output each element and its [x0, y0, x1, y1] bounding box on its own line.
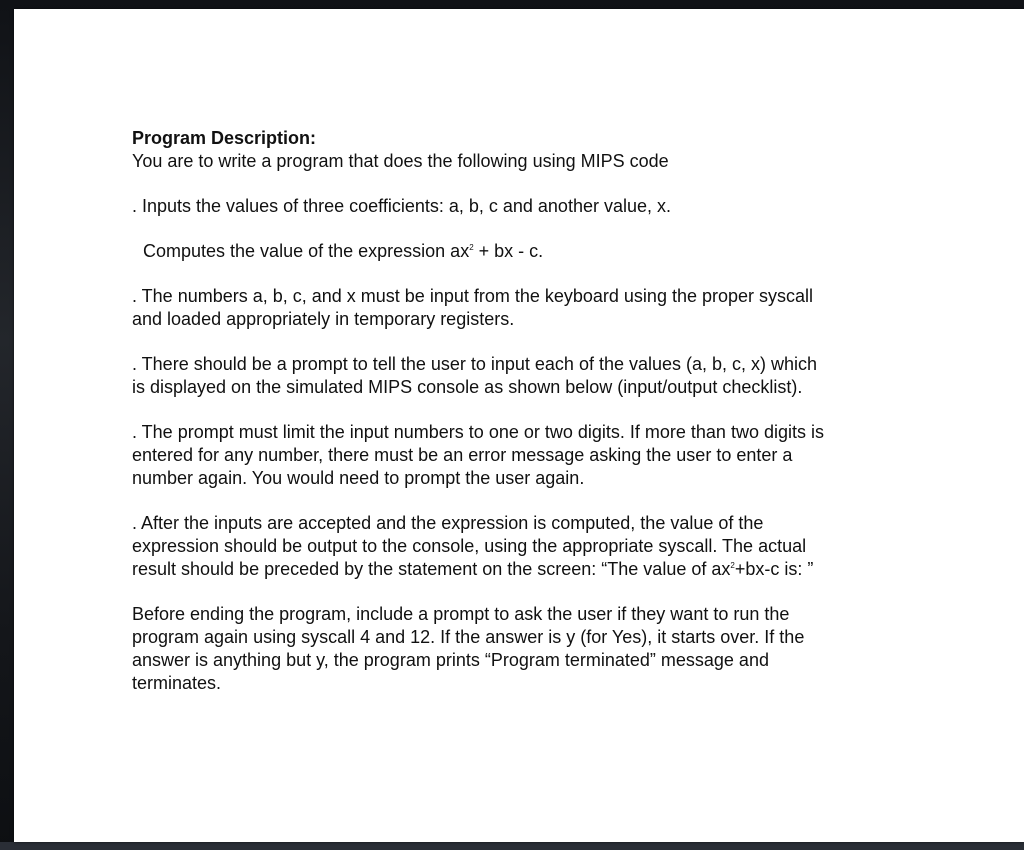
item-inputs: . Inputs the values of three coefficients: a, b, c and another value, x. [132, 196, 671, 216]
item-output-line-2: expression should be output to the console, using the appropriate syscall. The actual [132, 536, 807, 556]
item-keyboard-line-1: . The numbers a, b, c, and x must be input from the keyboard using the proper syscall [132, 286, 814, 306]
document-title: Program Description: [132, 128, 317, 148]
superscript-2: 2 [730, 561, 735, 570]
document-content [132, 127, 912, 695]
intro-text: You are to write a program that does the following using MIPS code [132, 151, 669, 171]
item-output-line-3-end: +bx-c is: ” [734, 559, 814, 579]
item-rerun-line-3: answer is anything but y, the program prints “Program terminated” message and [132, 650, 769, 670]
item-keyboard-line-2: and loaded appropriately in temporary registers. [132, 309, 515, 329]
item-compute-text-end: + bx - c. [473, 241, 544, 261]
item-output-line-3 [132, 558, 912, 581]
item-limit-line-1: . The prompt must limit the input numbers to one or two digits. If more than two digits is [132, 422, 824, 442]
item-output-line-1: . After the inputs are accepted and the expression is computed, the value of the [132, 513, 764, 533]
item-rerun-line-2: program again using syscall 4 and 12. If the answer is y (for Yes), it starts over. If the [132, 627, 805, 647]
superscript-2: 2 [469, 243, 474, 252]
item-prompt-line-2: is displayed on the simulated MIPS console as shown below (input/output checklist). [132, 377, 803, 397]
item-limit-line-2: entered for any number, there must be an error message asking the user to enter a [132, 445, 793, 465]
item-compute-text: Computes the value of the expression ax [143, 241, 470, 261]
item-rerun-line-4: terminates. [132, 673, 222, 693]
item-limit-line-3: number again. You would need to prompt the user again. [132, 468, 585, 488]
item-prompt-line-1: . There should be a prompt to tell the user to input each of the values (a, b, c, x) which [132, 354, 818, 374]
document-page [14, 9, 1024, 842]
item-compute [132, 240, 912, 263]
bottom-bar [0, 842, 1024, 850]
item-rerun-line-1: Before ending the program, include a prompt to ask the user if they want to run the [132, 604, 790, 624]
item-output-line-3-text: result should be preceded by the statement on the screen: “The value of ax [132, 559, 731, 579]
